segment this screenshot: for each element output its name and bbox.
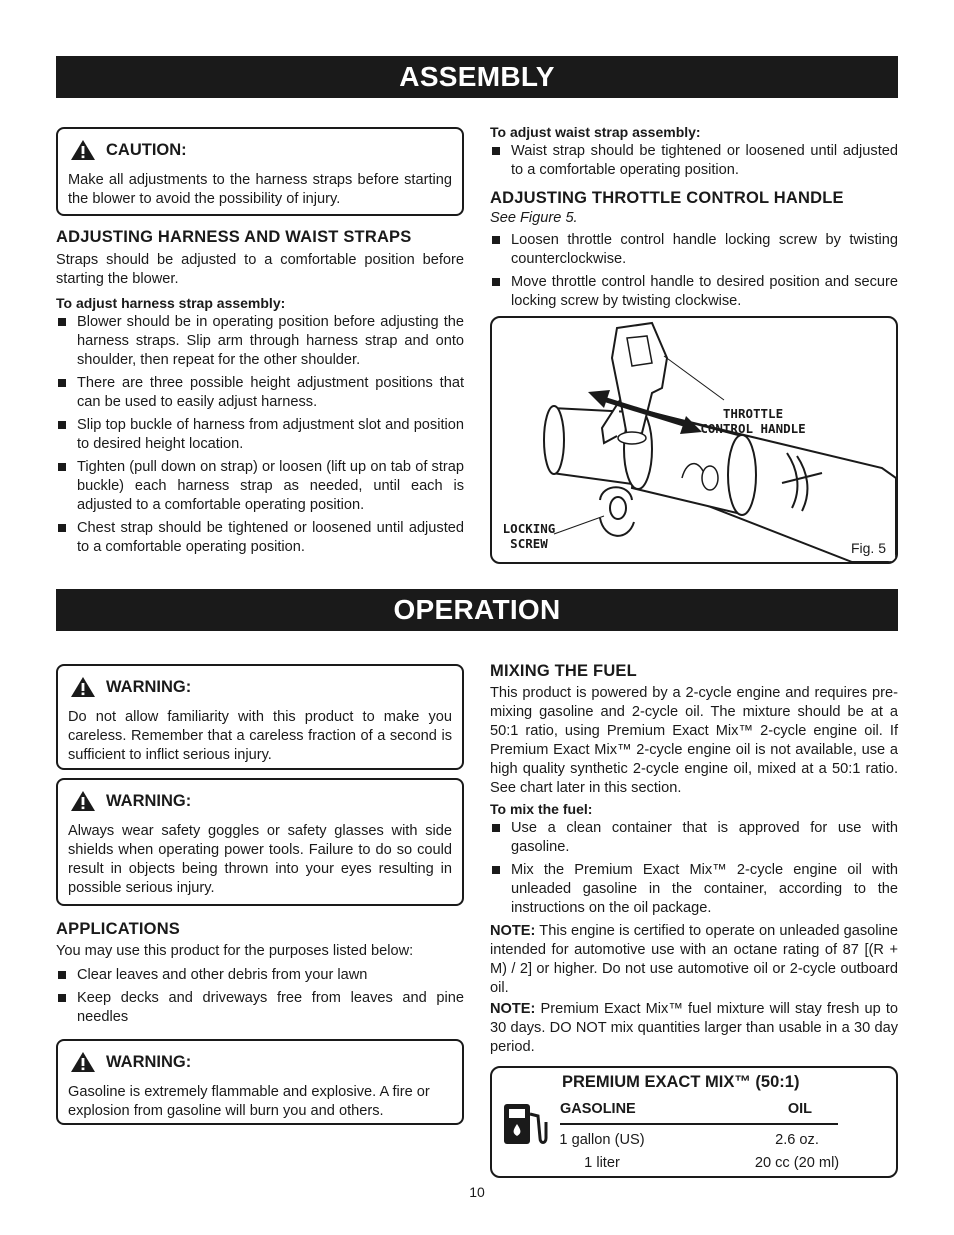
waist-list (490, 142, 898, 180)
list-item: Tighten (pull down on strap) or loosen (lift up on tab of strap buckle) each harness strap as needed, until each is adjusted to a comfortable operating position. (56, 458, 464, 515)
note-2 (490, 1000, 898, 1057)
throttle-label (690, 406, 816, 436)
warning-triangle-icon (70, 676, 96, 698)
warning-triangle-icon (70, 139, 96, 161)
applications-intro: You may use this product for the purposes listed below: (56, 943, 414, 959)
list-item: Mix the Premium Exact Mix™ 2-cycle engine oil with unleaded gasoline in the container, according to the instructions on the oil package. (490, 861, 898, 918)
list-item: Chest strap should be tightened or loosened until adjusted to a comfortable operating position. (56, 519, 464, 557)
col-gasoline: GASOLINE (560, 1101, 636, 1117)
locking-screw-label-line2: SCREW (510, 536, 548, 551)
list-item: There are three possible height adjustment positions that can be used to easily adjust harness. (56, 374, 464, 412)
warning-box-1 (56, 664, 464, 770)
list-item: Clear leaves and other debris from your lawn (56, 966, 464, 985)
page-number: 10 (469, 1184, 485, 1200)
warning-label: WARNING: (106, 791, 192, 810)
caution-text: Make all adjustments to the harness straps before starting the blower to avoid the possibility of injury. (68, 172, 452, 207)
note-2-label: NOTE: (490, 1001, 536, 1017)
gas-amount: 1 liter (584, 1155, 620, 1171)
warning-text-2: Always wear safety goggles or safety glasses with side shields when operating power tools. Failure to do so could result in objects being thrown into your eyes resulting in possible serious injury. (68, 823, 452, 896)
warning-text-1: Do not allow familiarity with this product to make you careless. Remember that a careless fraction of a second is sufficient to inflict serious injury. (68, 709, 452, 763)
warning-label: WARNING: (106, 1052, 192, 1071)
harness-list (56, 313, 464, 557)
assembly-left-column (56, 127, 464, 561)
assembly-right-column (490, 123, 898, 315)
harness-subheading: To adjust harness strap assembly: (56, 295, 286, 311)
list-item: Use a clean container that is approved for use with gasoline. (490, 819, 898, 857)
throttle-list (490, 231, 898, 311)
list-item: Move throttle control handle to desired position and secure locking screw by twisting clockwise. (490, 273, 898, 311)
operation-right-column (490, 662, 898, 1057)
operation-left-column (56, 664, 464, 1125)
list-item: Keep decks and driveways free from leaves and pine needles (56, 989, 464, 1027)
caution-heading (70, 139, 452, 161)
warning-heading-2 (70, 790, 452, 812)
note-1-label: NOTE: (490, 923, 536, 939)
list-item: Waist strap should be tightened or loosened until adjusted to a comfortable operating position. (490, 142, 898, 180)
gas-amount: 1 gallon (US) (559, 1132, 645, 1148)
applications-list (56, 966, 464, 1027)
warning-triangle-icon (70, 790, 96, 812)
list-item: Blower should be in operating position before adjusting the harness straps. Slip arm through harness strap and onto shoulder, then repeat for the other shoulder. (56, 313, 464, 370)
list-item: Loosen throttle control handle locking screw by twisting counterclockwise. (490, 231, 898, 269)
throttle-label-line2: CONTROL HANDLE (700, 421, 806, 436)
mix-table-title: PREMIUM EXACT MIX™ (50:1) (562, 1073, 800, 1091)
warning-box-3 (56, 1039, 464, 1125)
col-oil: OIL (787, 1101, 812, 1117)
note-1-text: This engine is certified to operate on unleaded gasoline intended for automotive use with an octane rating of 87 [(R + M) / 2] or higher. Do not use automotive oil or 2-cycle outboard oil. (490, 923, 898, 996)
harness-intro: Straps should be adjusted to a comfortable position before starting the blower. (56, 252, 464, 287)
warning-text-3: Gasoline is extremely flammable and explosive. A fire or explosion from gasoline will burn you and others. (68, 1084, 430, 1119)
note-2-text: Premium Exact Mix™ fuel mixture will stay fresh up to 30 days. DO NOT mix quantities larger than usable in a 30 day period. (490, 1001, 898, 1055)
mixing-heading: MIXING THE FUEL (490, 662, 637, 680)
fuel-pump-icon (502, 1102, 548, 1148)
caution-box (56, 127, 464, 216)
warning-box-2 (56, 778, 464, 906)
note-1 (490, 922, 898, 998)
fuel-mix-table (490, 1066, 898, 1178)
oil-amount: 20 cc (20 ml) (754, 1155, 840, 1171)
mix-table-header (560, 1101, 838, 1125)
oil-amount: 2.6 oz. (775, 1132, 819, 1148)
mixing-list (490, 819, 898, 918)
waist-subheading: To adjust waist strap assembly: (490, 124, 701, 140)
list-item: Slip top buckle of harness from adjustment slot and position to desired height location. (56, 416, 464, 454)
figure-caption: Fig. 5 (850, 540, 886, 556)
warning-triangle-icon (70, 1051, 96, 1073)
harness-heading: ADJUSTING HARNESS AND WAIST STRAPS (56, 228, 412, 246)
applications-heading: APPLICATIONS (56, 920, 181, 938)
assembly-banner: ASSEMBLY (56, 56, 898, 98)
throttle-heading: ADJUSTING THROTTLE CONTROL HANDLE (490, 189, 844, 207)
warning-heading-1 (70, 676, 452, 698)
warning-heading-3 (70, 1051, 452, 1073)
operation-banner: OPERATION (56, 589, 898, 631)
throttle-see-figure: See Figure 5. (490, 210, 578, 226)
locking-screw-label-line1: LOCKING (502, 521, 556, 536)
throttle-label-line1: THROTTLE (722, 406, 784, 421)
warning-label: WARNING: (106, 677, 192, 696)
mixing-intro: This product is powered by a 2-cycle engine and requires pre-mixing gasoline and 2-cycle oil. The mixture should be at a 50:1 ratio, using Premium Exact Mix™ 2-cycle engine oil. If Premium Exact Mix™ 2-cycle engine oil is not available, use a high quality synthetic 2-cycle engine oil, mixed at a 50:1 ratio. See chart later in this section. (490, 685, 898, 796)
caution-label: CAUTION: (106, 140, 187, 159)
locking-screw-label (498, 521, 560, 551)
mixing-subheading: To mix the fuel: (490, 801, 593, 817)
figure-5 (490, 316, 898, 564)
